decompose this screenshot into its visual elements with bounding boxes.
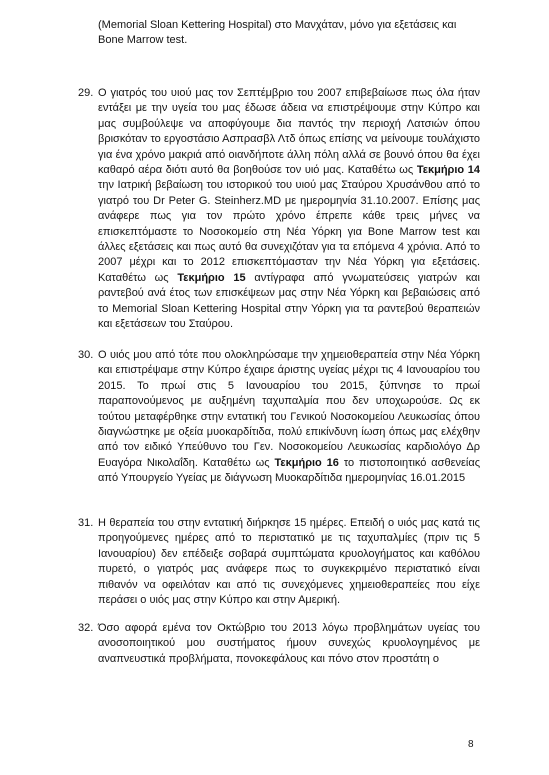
paragraph-number: 31.: [78, 517, 94, 529]
text-segment: αντίγραφα από γνωματεύσεις γιατρών και ραντεβού ανά έτος των επισκέψεων μας στην Νέα Υόρκη και βεβαιώσεις από το Memorial Sloan Kettering Hospital στην Υόρκη για τα ραντεβού θεραπειών και εξετάσεων του Σταύρου.: [98, 271, 480, 331]
text-segment: Η θεραπεία του στην εντατική διήρκησε 15 ημέρες. Επειδή ο υιός μας κατά τις προηγούμενες ημέρες από το περιστατικό με τις ταχυπαλμίες (πριν τις 5 Ιανουαρίου) δεν επέδειξε σοβαρά συμπτώματα κρυολογήματος και καθόλου πυρετό, ο γιατρός μας ανάφερε πως το συγκεκριμένο περιστατικό είναι πιθανόν να οφειλόταν και από τις συνεχόμενες χημειοθεραπείες που είχε περάσει ο υιός μας στην Κύπρο και στην Αμερική.: [98, 517, 480, 607]
text-segment: Όσο αφορά εμένα τον Οκτώβριο του 2013 λόγω προβλημάτων υγείας του ανοσοποιητικού μου συστήματος ήμουν συνεχώς κρυολογημένος με αναπνευστικά προβλήματα, πονοκεφάλους και πόνο στον προστάτη ο: [98, 622, 480, 665]
exhibit-reference: Τεκμήριο 15: [177, 271, 246, 284]
numbered-paragraph: [78, 86, 480, 333]
text-segment: Ο γιατρός του υιού μας τον Σεπτέμβριο του 2007 επιβεβαίωσε πως όλα ήταν εντάξει με την υγεία του μας έδωσε άδεια να επιστρέψουμε στην Κύπρο και μας συμβούλεψε να αποφύγουμε δια παντός την περιοχή Λατσιών όπου βρισκόταν το εργοστάσιο Ασπρασβλ Λτδ όπως επίσης να μείνουμε τουλάχιστο για ένα χρόνο μακριά από οιανδήποτε άλλη πόλη αλλά σε βουνό όπου θα έχει καθαρό αέρα διότι αυτό θα βοηθούσε τον υιό μας. Καταθέτω ως: [98, 87, 480, 177]
text-segment: Ο υιός μου από τότε που ολοκληρώσαμε την χημειοθεραπεία στην Νέα Υόρκη και επιστρέψαμε στην Κύπρο έχαιρε άριστης υγείας μέχρι τις 4 Ιανουαρίου του 2015. Το πρωί στις 5 Ιανουαρίου του 2015, ξύπνησε το πρωί παραπονούμενος με αυξημένη ταχυπαλμία που δεν υποχωρούσε. Ως εκ τούτου μεταφέρθηκε στην εντατική του Γενικού Νοσοκομείου Λευκωσίας όπου διαγνώστηκε με οξεία μυοκαρδίτιδα, πολύ επικίνδυνη ίωση όπως μας ελέχθην από τον ειδικό Υπεύθυνο του Γεν. Νοσοκομείου Λευκωσίας καρδιολόγο Δρ Ευαγόρα Νικολαΐδη. Καταθέτω ως: [98, 349, 480, 469]
paragraph-number: 32.: [78, 622, 94, 634]
intro-line: (Memorial Sloan Kettering Hospital) στο Μανχάταν, μόνο για εξετάσεις και: [98, 19, 457, 31]
paragraph-text: [98, 86, 480, 333]
paragraph-text: [98, 516, 480, 608]
exhibit-reference: Τεκμήριο 16: [274, 456, 339, 469]
paragraph-text: [98, 348, 480, 487]
exhibit-reference: Τεκμήριο 14: [416, 164, 480, 177]
paragraph-number: 29.: [78, 87, 94, 99]
numbered-paragraph: [78, 516, 480, 608]
paragraph-text: [98, 621, 480, 667]
page-number: 8: [468, 739, 474, 750]
intro-line: Bone Marrow test.: [98, 34, 188, 47]
numbered-paragraph: [78, 621, 480, 667]
text-segment: το πιστοποιητικό ασθενείας από Υπουργείο Υγείας με διάγνωση Μυοκαρδίτιδα ημερομηνίας 16.01.2015: [98, 456, 480, 485]
text-segment: την Ιατρική βεβαίωση του ιστορικού του υιού μας Σταύρου Χρυσάνθου από το γιατρό του Dr Peter G. Steinherz.MD με ημερομηνία 31.10.2007. Επίσης μας ανάφερε πως για τον πρώτο χρόνο έπρεπε κάθε τρεις μήνες να επισκεπτόμαστε το Νοσοκομείο στη Νέα Υόρκη για Bone Marrow test και άλλες εξετάσεις και πως αυτό θα συνεχιζόταν για τα επόμενα 4 χρόνια. Από το 2007 μέχρι και το 2012 επισκεπτόμασταν την Νέα Υόρκη για εξετάσεις. Καταθέτω ως: [98, 179, 480, 284]
numbered-paragraph: [78, 348, 480, 487]
paragraph-number: 30.: [78, 349, 94, 361]
continued-text-block: [98, 18, 480, 49]
